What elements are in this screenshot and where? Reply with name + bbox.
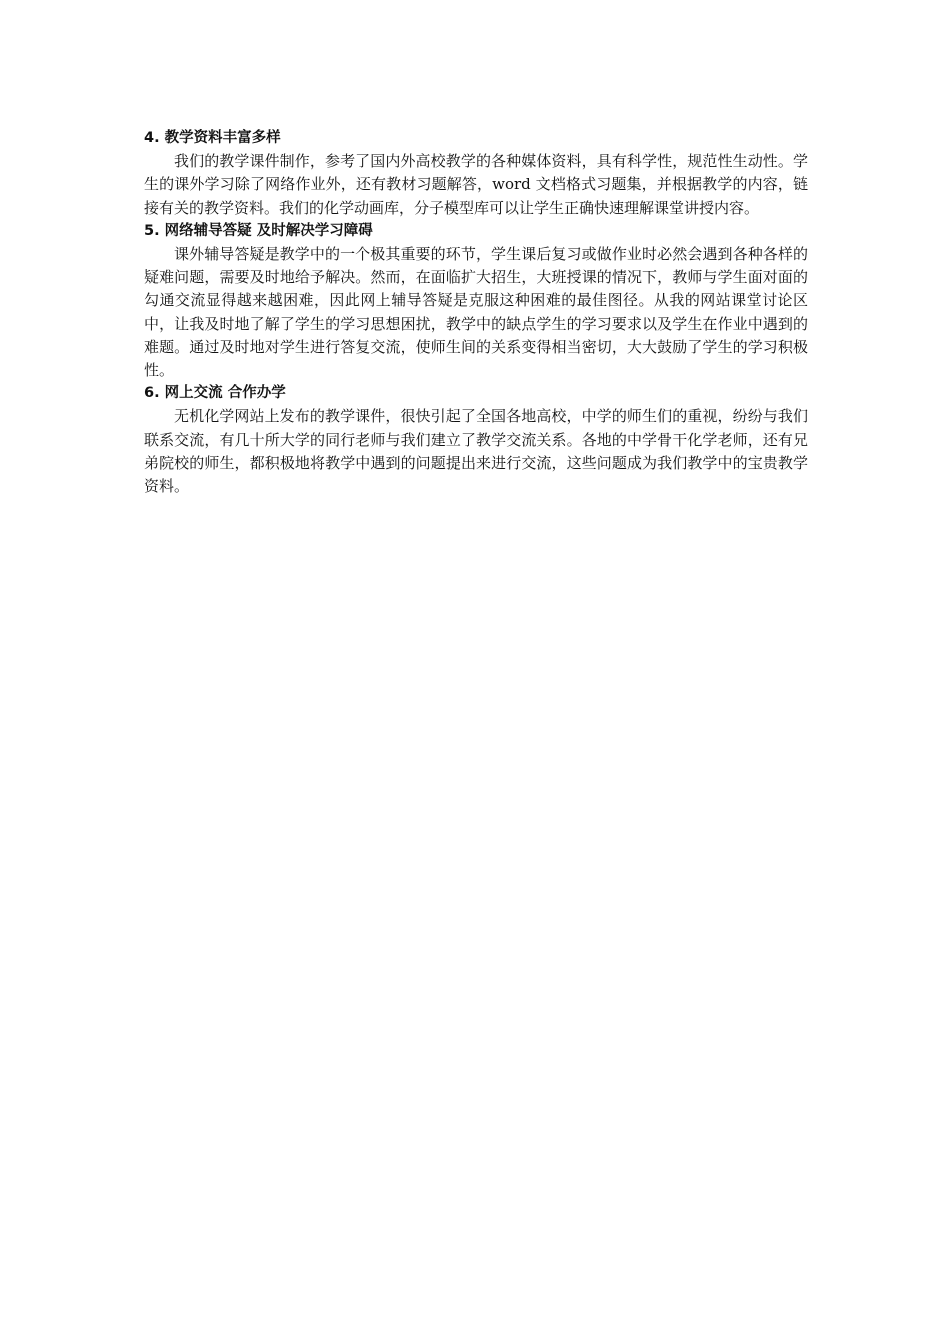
section-online-exchange bbox=[144, 382, 808, 498]
section-paragraph: 无机化学网站上发布的教学课件，很快引起了全国各地高校，中学的师生们的重视，纷纷与我们联系交流，有几十所大学的同行老师与我们建立了教学交流关系。各地的中学骨干化学老师，还有兄弟院校的师生，都积极地将教学中遇到的问题提出来进行交流，这些问题成为我们教学中的宝贵教学资料。 bbox=[144, 407, 808, 496]
section-heading: 5. 网络辅导答疑 及时解决学习障碍 bbox=[144, 222, 373, 239]
section-paragraph: 课外辅导答疑是教学中的一个极其重要的环节，学生课后复习或做作业时必然会遇到各种各样的疑难问题，需要及时地给予解决。然而，在面临扩大招生，大班授课的情况下，教师与学生面对面的勾通交流显得越来越困难，因此网上辅导答疑是克服这种困难的最佳图径。从我的网站课堂讨论区中，让我及时地了解了学生的学习思想困扰，教学中的缺点学生的学习要求以及学生在作业中遇到的难题。通过及时地对学生进行答复交流，使师生间的关系变得相当密切，大大鼓励了学生的学习积极性。 bbox=[144, 245, 808, 380]
section-online-tutoring bbox=[144, 220, 808, 382]
section-teaching-materials bbox=[144, 127, 808, 220]
document-body bbox=[144, 127, 808, 498]
section-paragraph: 我们的教学课件制作，参考了国内外高校教学的各种媒体资料，具有科学性，规范性生动性。学生的课外学习除了网络作业外，还有教材习题解答，word 文档格式习题集，并根据教学的内容，链接有关的教学资料。我们的化学动画库，分子模型库可以让学生正确快速理解课堂讲授内容。 bbox=[144, 152, 808, 217]
section-heading: 6. 网上交流 合作办学 bbox=[144, 385, 286, 402]
section-heading: 4. 教学资料丰富多样 bbox=[144, 130, 281, 146]
